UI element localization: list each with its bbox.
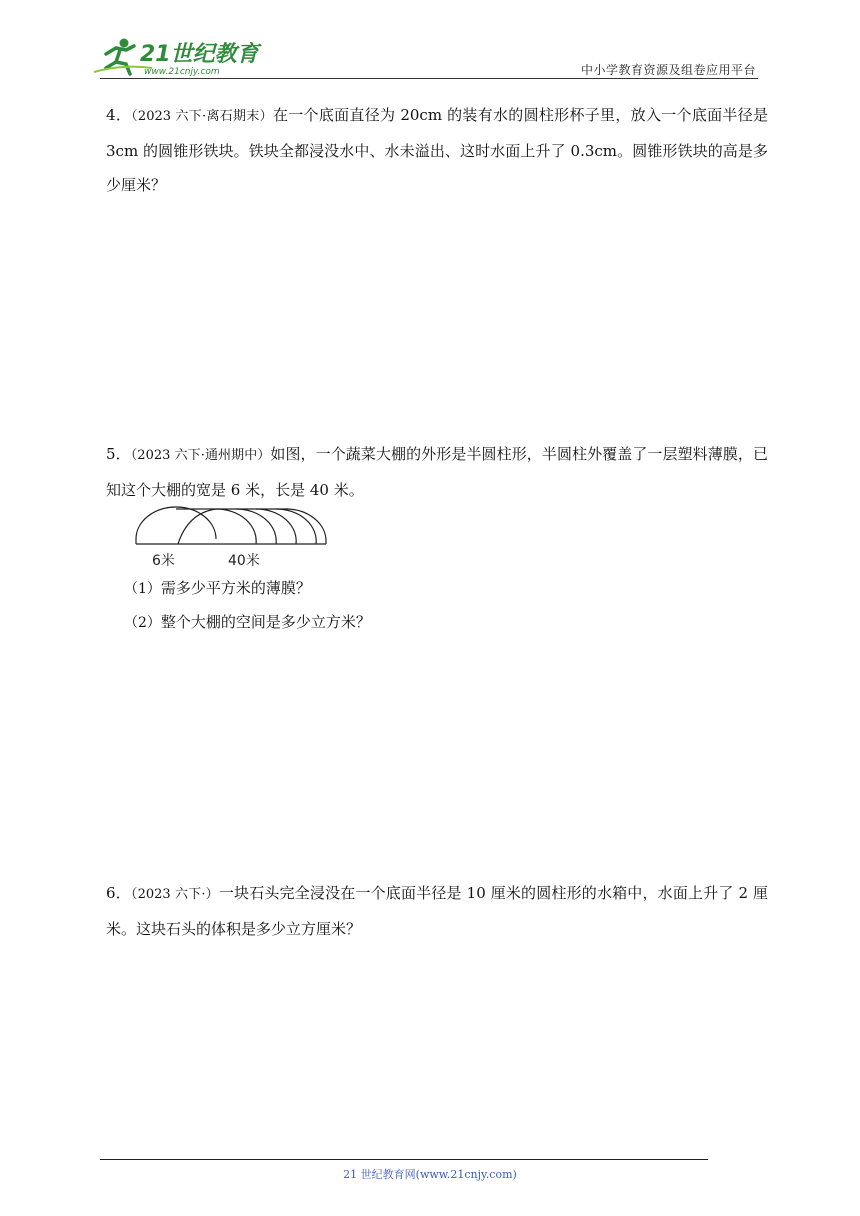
sub-question-number: （1） — [124, 581, 161, 597]
question-number: 4． — [106, 106, 132, 124]
footer-link[interactable]: 21 世纪教育网(www.21cnjy.com) — [343, 1168, 517, 1181]
width-label: 6米 — [152, 553, 175, 569]
sub-question-1 — [124, 578, 311, 599]
question-text: 一块石头完全浸没在一个底面半径是 10 厘米的圆柱形的水箱中，水面上升了 2 厘米。这块石头的体积是多少立方厘米？ — [106, 884, 768, 938]
logo-text: 21世纪教育 — [140, 42, 259, 67]
site-logo — [92, 34, 262, 80]
logo-url-text: www.21cnjy.com — [144, 67, 220, 77]
runner-logo-icon — [92, 34, 262, 80]
question-5 — [106, 437, 768, 507]
sub-question-text: 需多少平方米的薄膜？ — [160, 579, 311, 597]
footer-divider — [100, 1159, 708, 1160]
question-6 — [106, 876, 768, 946]
question-number: 6． — [106, 884, 131, 902]
sub-question-number: （2） — [124, 615, 161, 631]
question-4 — [106, 98, 768, 202]
length-label: 40米 — [228, 553, 260, 569]
question-text: 在一个底面直径为 20cm 的装有水的圆柱形杯子里，放入一个底面半径是 3cm 的圆锥形铁块。铁块全都浸没水中、水未溢出、这时水面上升了 0.3cm。圆锥形铁块的高是多少厘米？ — [106, 106, 768, 194]
greenhouse-figure — [132, 503, 332, 573]
question-source: （2023 六下·通州期中） — [130, 448, 271, 463]
question-text: 如图，一个蔬菜大棚的外形是半圆柱形，半圆柱外覆盖了一层塑料薄膜，已知这个大棚的宽是 6 米，长是 40 米。 — [106, 445, 768, 499]
question-source: （2023 六下·） — [130, 887, 219, 902]
header-slogan: 中小学教育资源及组卷应用平台 — [580, 63, 756, 77]
question-number: 5． — [106, 445, 131, 463]
header-divider — [100, 78, 758, 79]
sub-question-text: 整个大棚的空间是多少立方米？ — [160, 613, 371, 631]
sub-question-2 — [124, 612, 371, 633]
question-source: （2023 六下·离石期末） — [131, 109, 273, 124]
